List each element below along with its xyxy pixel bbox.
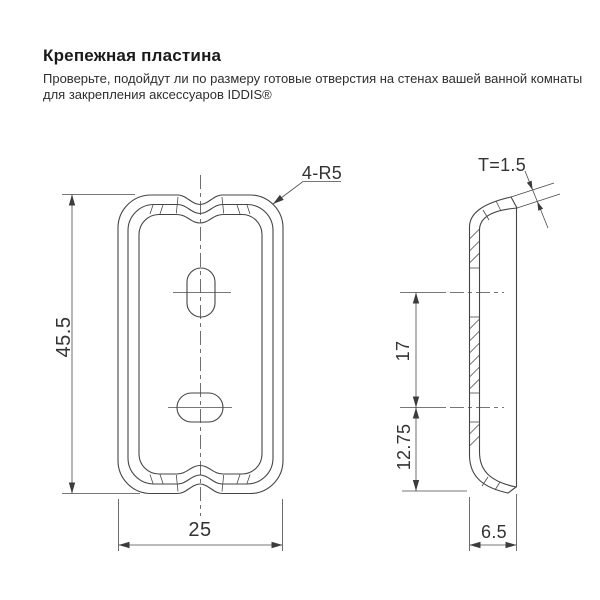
thickness-label: T=1.5 xyxy=(477,155,527,175)
dimension-height xyxy=(53,195,140,494)
bottom-bend xyxy=(470,452,517,493)
height-dim-label: 45.5 xyxy=(53,316,75,358)
bottom-offset-label: 12.75 xyxy=(394,423,414,471)
dimension-hole-spacing xyxy=(393,293,467,492)
notch-flank-lines xyxy=(176,197,223,492)
dimension-depth xyxy=(470,494,517,551)
front-view xyxy=(118,175,283,516)
corner-radius-label: 4-R5 xyxy=(301,163,343,183)
top-bend xyxy=(470,197,518,230)
side-view xyxy=(450,197,517,493)
description-line-2: для закрепления аксессуаров IDDIS® xyxy=(43,87,272,102)
page-title: Крепежная пластина xyxy=(43,46,222,65)
corner-radius-callout xyxy=(271,163,342,207)
depth-dim-label: 6.5 xyxy=(481,522,507,542)
width-dim-label: 25 xyxy=(188,519,212,541)
corner-seam-lines xyxy=(150,205,250,484)
description-line-1: Проверьте, подойдут ли по размеру готовые отверстия на стенах вашей ванной комнаты xyxy=(43,71,583,86)
thickness-callout xyxy=(478,155,560,228)
section-hatching xyxy=(470,229,480,446)
side-slot-centerlines xyxy=(450,293,504,408)
hole-spacing-label: 17 xyxy=(393,340,413,362)
